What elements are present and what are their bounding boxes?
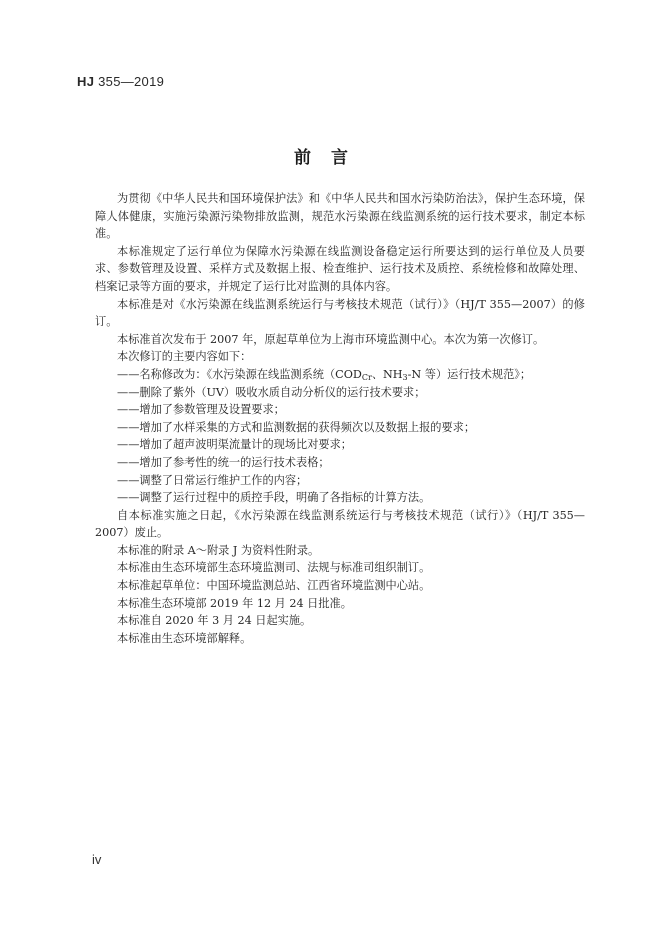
paragraph-supersedes: 自本标准实施之日起，《水污染源在线监测系统运行与考核技术规范（试行）》（HJ/T 355—2007）废止。 [95,508,585,540]
revision-item: ——增加了参考性的统一的运行技术表格； [117,455,330,469]
standard-number: 355—2019 [94,74,165,89]
revision-item-rename [95,366,585,384]
paragraph-drafters: 本标准起草单位：中国环境监测总站、江西省环境监测中心站。 [117,579,431,593]
paragraph-changes-intro: 本次修订的主要内容如下： [117,350,252,364]
standard-code [77,74,164,89]
foreword-body [95,190,585,647]
rename-prefix: ——名称修改为：《水污染源在线监测系统（COD [117,367,362,381]
paragraph-appendix: 本标准的附录 A～附录 J 为资料性附录。 [117,543,320,557]
revision-item: ——调整了运行过程中的质控手段，明确了各指标的计算方法。 [117,491,431,505]
revision-item: ——增加了参数管理及设置要求； [117,403,285,417]
standard-prefix: HJ [77,74,95,89]
page-number: iv [92,852,102,867]
revision-item: ——增加了水样采集的方式和监测数据的获得频次以及数据上报的要求； [117,420,476,434]
paragraph-history: 本标准首次发布于 2007 年，原起草单位为上海市环境监测中心。本次为第一次修订。 [117,332,545,346]
rename-subscript-cr: Cr [361,372,372,382]
paragraph-purpose: 为贯彻《中华人民共和国环境保护法》和《中华人民共和国水污染防治法》，保护生态环境，保障人体健康，实施污染源污染物排放监测，规范水污染源在线监测系统的运行技术要求，制定本标准。 [95,192,585,241]
revision-item: ——增加了超声波明渠流量计的现场比对要求； [117,438,352,452]
paragraph-revision-of: 本标准是对《水污染源在线监测系统运行与考核技术规范（试行）》（HJ/T 355—2007）的修订。 [95,297,585,329]
revision-item: ——删除了紫外（UV）吸收水质自动分析仪的运行技术要求； [117,385,426,399]
paragraph-interpretation: 本标准由生态环境部解释。 [117,631,252,645]
paragraph-effective: 本标准自 2020 年 3 月 24 日起实施。 [117,614,312,628]
paragraph-approval: 本标准生态环境部 2019 年 12 月 24 日批准。 [117,596,352,610]
paragraph-organizer: 本标准由生态环境部生态环境监测司、法规与标准司组织制订。 [117,561,431,575]
revision-item: ——调整了日常运行维护工作的内容； [117,473,308,487]
page-title: 前言 [294,148,368,168]
rename-mid: 、NH [371,367,403,381]
paragraph-scope: 本标准规定了运行单位为保障水污染源在线监测设备稳定运行所要达到的运行单位及人员要求、参数管理及设置、采样方式及数据上报、检查维护、运行技术及质控、系统检修和故障处理、档案记录等方面的要求，并规定了运行比对监测的具体内容。 [95,244,585,293]
rename-subscript-3: 3 [402,372,408,382]
rename-suffix: -N 等）运行技术规范》； [407,367,532,381]
